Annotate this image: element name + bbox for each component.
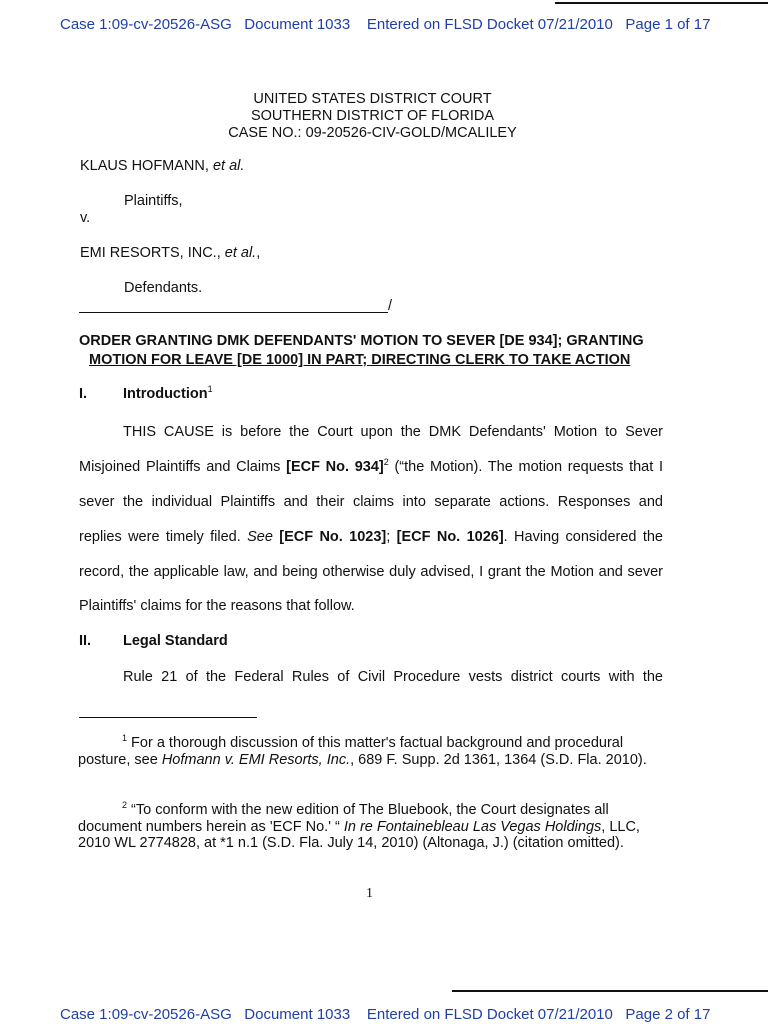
footnote-1: $^1$ For a thorough discussion of this matter's factual background and procedural posture, see Hofmann v. EMI Resorts, Inc., 689 F. Supp. 2d 1361, 1364 (S.D. Fla. 2010). bbox=[78, 733, 647, 768]
case-number: CASE NO.: 09-20526-CIV-GOLD/MCALILEY bbox=[228, 125, 517, 141]
plaintiff-name: KLAUS HOFMANN, et al. bbox=[80, 158, 245, 174]
para2-line1: Rule 21 of the Federal Rules of Civil Procedure vests district courts with the bbox=[123, 669, 663, 685]
versus-label: v. bbox=[80, 210, 91, 226]
caption-rule bbox=[79, 312, 388, 313]
order-title-line1: ORDER GRANTING DMK DEFENDANTS' MOTION TO SEVER [DE 934]; GRANTING bbox=[79, 333, 644, 349]
footnote-ref-1: 1 bbox=[207, 384, 213, 395]
header2-entered: Entered on FLSD Docket 07/21/2010 bbox=[366, 1006, 613, 1023]
header-entered: Entered on FLSD Docket 07/21/2010 bbox=[366, 16, 613, 33]
header2-page: Page 2 of 17 bbox=[625, 1006, 711, 1023]
section2-heading: Legal Standard bbox=[123, 633, 228, 649]
section1-number: I. bbox=[79, 386, 88, 402]
page-top-rule bbox=[555, 2, 768, 4]
page2-top-rule bbox=[452, 990, 768, 992]
para1-line3: sever the individual Plaintiffs and their claims into separate actions. Responses and bbox=[79, 494, 663, 510]
section2-number: II. bbox=[79, 633, 92, 649]
district-name: SOUTHERN DISTRICT OF FLORIDA bbox=[250, 108, 495, 124]
footnote-2: $^2$ “To conform with the new edition of The Bluebook, the Court designates all document numbers herein as 'ECF No.' “ In re Fontainebleau Las Vegas Holdings, LLC, 2010 WL 2774828, at *1 n.1 (S.D. Fla. July 14, 2010) (Altonaga, J.) (citation omitted). bbox=[78, 800, 640, 851]
docket-header bbox=[60, 16, 710, 33]
header2-document: Document 1033 bbox=[244, 1006, 351, 1023]
order-title-line2: MOTION FOR LEAVE [DE 1000] IN PART; DIRECTING CLERK TO TAKE ACTION bbox=[89, 352, 631, 368]
header-page: Page 1 of 17 bbox=[625, 16, 711, 33]
header-document: Document 1033 bbox=[244, 16, 351, 33]
header2-case: Case 1:09-cv-20526-ASG bbox=[60, 1006, 232, 1023]
defendant-name: EMI RESORTS, INC., et al., bbox=[80, 245, 261, 261]
plaintiffs-label: Plaintiffs, bbox=[124, 193, 183, 209]
para1-line4: replies were timely filed. See [ECF No. 1023]; [ECF No. 1026]. Having considered the bbox=[79, 529, 663, 545]
footnote-rule bbox=[79, 717, 257, 718]
section1-heading: Introduction$^1$ bbox=[123, 384, 213, 402]
para1-line1: THIS CAUSE is before the Court upon the DMK Defendants' Motion to Sever bbox=[123, 424, 663, 440]
docket-header-page2 bbox=[60, 1006, 710, 1023]
para1-line2: Misjoined Plaintiffs and Claims [ECF No. 934]$^2$ (“the Motion). The motion requests that I bbox=[79, 457, 663, 475]
page-number: 1 bbox=[366, 886, 373, 901]
court-name: UNITED STATES DISTRICT COURT bbox=[253, 91, 492, 107]
defendants-label: Defendants. bbox=[124, 280, 203, 296]
para1-line6: Plaintiffs' claims for the reasons that follow. bbox=[79, 598, 355, 614]
caption-slash: / bbox=[388, 298, 393, 314]
para1-line5: record, the applicable law, and being otherwise duly advised, I grant the Motion and sever bbox=[79, 564, 663, 580]
header-case: Case 1:09-cv-20526-ASG bbox=[60, 16, 232, 33]
footnote-ref-2: 2 bbox=[383, 457, 389, 468]
